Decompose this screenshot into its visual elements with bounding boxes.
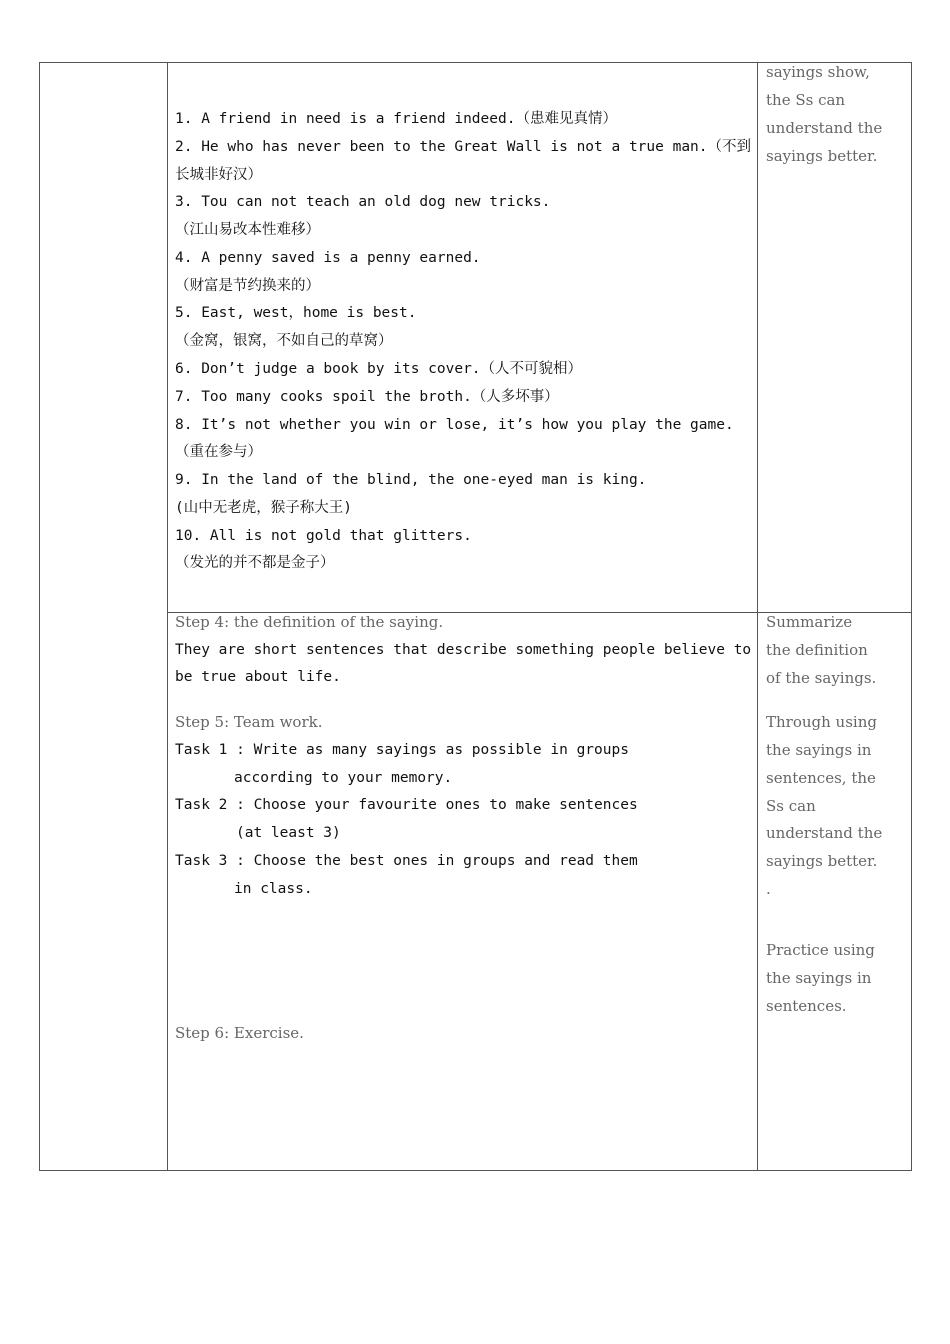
note-line: sayings show,	[766, 63, 870, 81]
step4-text: be true about life.	[175, 669, 341, 685]
saying-line: （金窝，银窝，不如自己的草窝）	[175, 333, 393, 349]
task3-line: Task 3 : Choose the best ones in groups and read them	[175, 853, 638, 869]
summ-line: of the sayings.	[766, 669, 877, 687]
note-line: sayings better.	[766, 147, 878, 165]
practice-line: sentences.	[766, 997, 847, 1015]
step6-heading: Step 6: Exercise.	[175, 1024, 304, 1042]
through-line: Ss can	[766, 797, 816, 815]
saying-line: 2. He who has never been to the Great Wall is not a true man.（不到	[175, 139, 752, 155]
summ-line: the definition	[766, 641, 868, 659]
saying-line: 7. Too many cooks spoil the broth.（人多坏事）	[175, 389, 559, 405]
saying-line: （重在参与）	[175, 444, 262, 460]
note-line: understand the	[766, 119, 883, 137]
saying-line: 6. Don’t judge a book by its cover.（人不可貌相）	[175, 361, 583, 377]
saying-line: 8. It’s not whether you win or lose, it’s how you play the game.	[175, 417, 734, 433]
through-line: sayings better.	[766, 852, 878, 870]
saying-line: （江山易改本性难移）	[175, 222, 320, 238]
task1-line: according to your memory.	[234, 770, 453, 786]
dot-line: .	[766, 880, 771, 898]
task3-line: in class.	[234, 881, 313, 897]
task2-line: Task 2 : Choose your favourite ones to make sentences	[175, 797, 638, 813]
saying-line: 长城非好汉）	[175, 167, 262, 183]
practice-line: the sayings in	[766, 969, 872, 987]
saying-line: 9. In the land of the blind, the one-eyed man is king.	[175, 472, 647, 488]
through-line: Through using	[766, 713, 877, 731]
saying-line: (山中无老虎，猴子称大王)	[175, 500, 352, 516]
column-divider-left	[167, 63, 168, 1170]
task2-line: (at least 3)	[236, 825, 341, 841]
column-divider-right	[757, 63, 758, 1170]
practice-line: Practice using	[766, 941, 875, 959]
saying-line: 1. A friend in need is a friend indeed.（患难见真情）	[175, 111, 617, 127]
through-line: the sayings in	[766, 741, 872, 759]
step4-text: They are short sentences that describe something people believe to	[175, 642, 752, 658]
step5-heading: Step 5: Team work.	[175, 713, 323, 731]
saying-line: （发光的并不都是金子）	[175, 555, 335, 571]
task1-line: Task 1 : Write as many sayings as possible in groups	[175, 742, 629, 758]
saying-line: （财富是节约换来的）	[175, 278, 320, 294]
note-line: the Ss can	[766, 91, 846, 109]
through-line: understand the	[766, 824, 883, 842]
saying-line: 3. Tou can not teach an old dog new tricks.	[175, 194, 551, 210]
through-line: sentences, the	[766, 769, 876, 787]
summ-line: Summarize	[766, 613, 853, 631]
step4-heading: Step 4: the definition of the saying.	[175, 613, 444, 631]
saying-line: 4. A penny saved is a penny earned.	[175, 250, 481, 266]
saying-line: 10. All is not gold that glitters.	[175, 528, 472, 544]
saying-line: 5. East, west，home is best.	[175, 305, 417, 321]
